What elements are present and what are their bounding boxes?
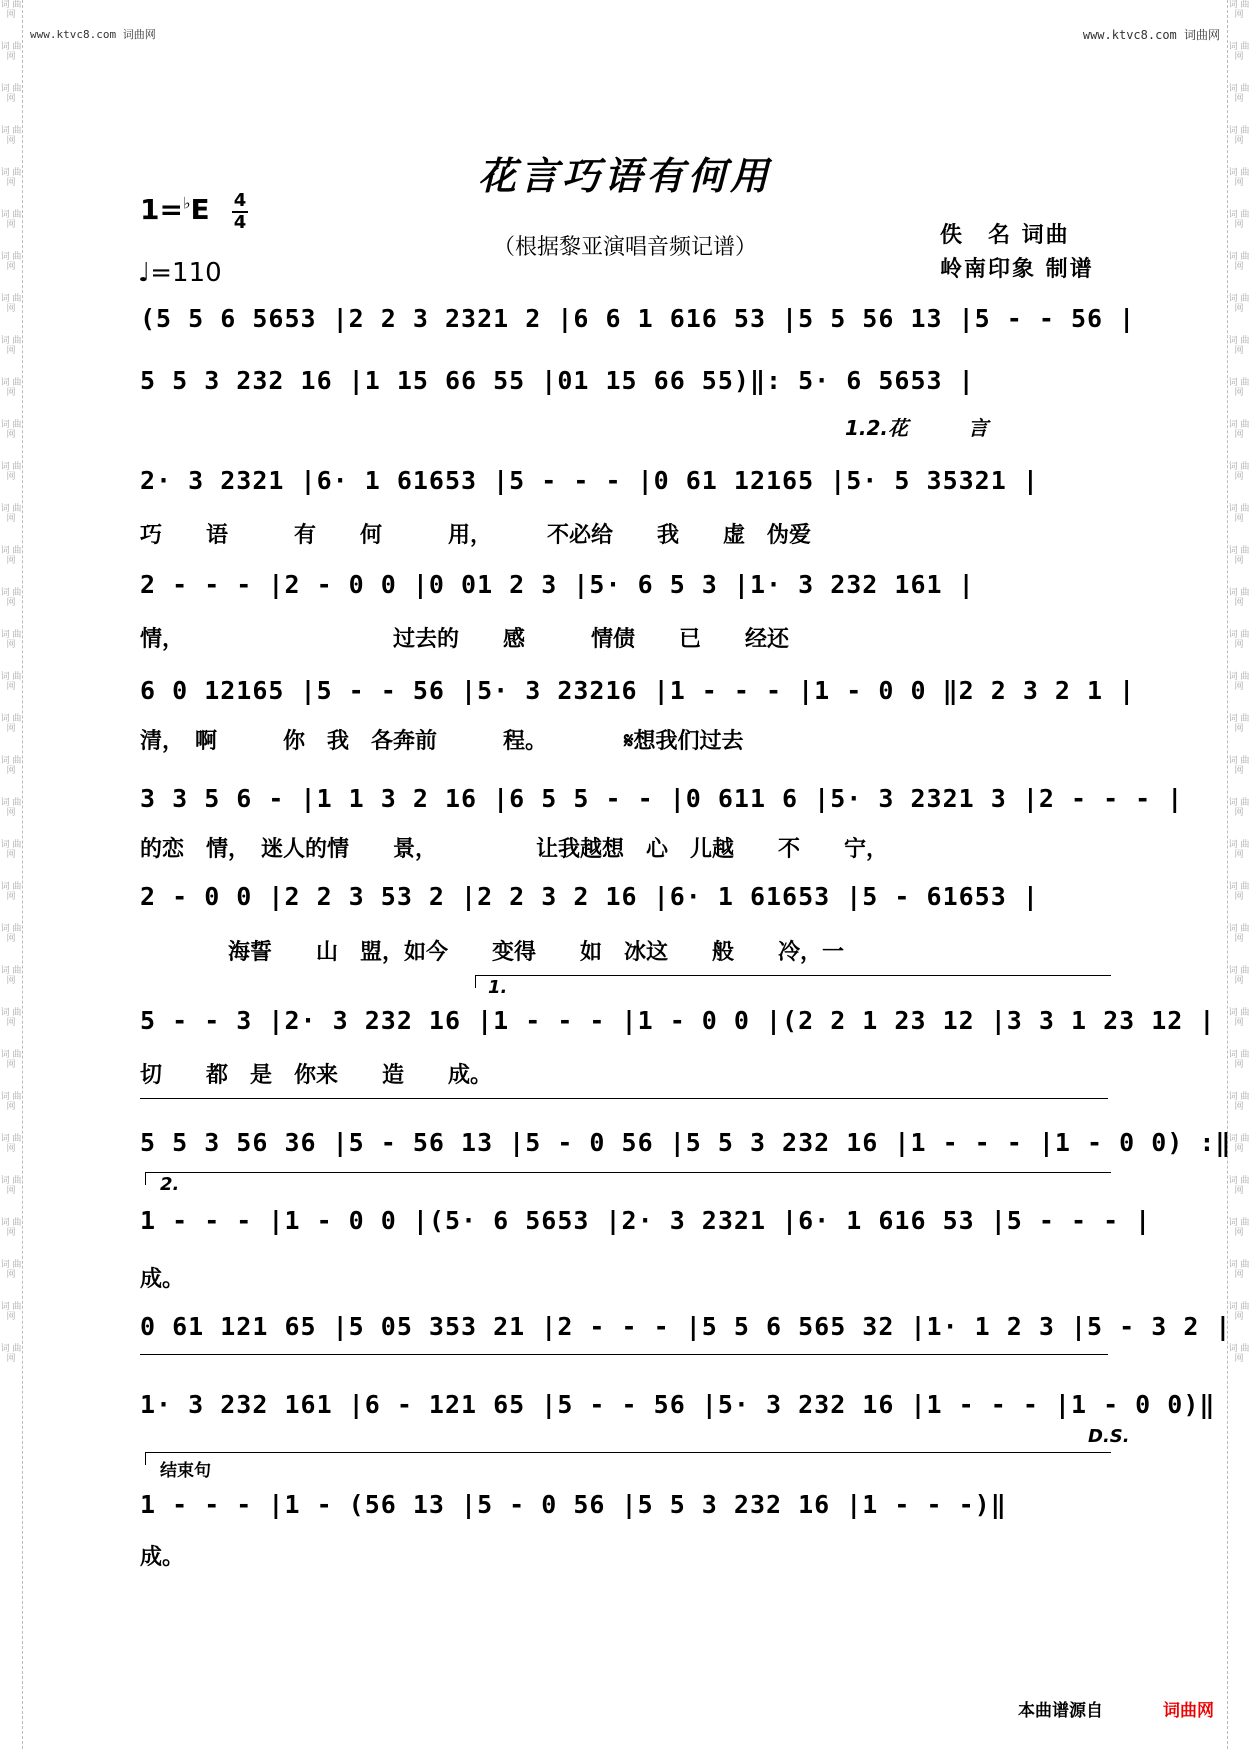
song-title: 花言巧语有何用 xyxy=(477,153,772,198)
watermark-mark: 词 曲 网 xyxy=(1228,1176,1250,1196)
notation-line-1: (5 5 6 5653 |2 2 3 2321 2 |6 6 1 616 53 |5 5 56 13 |5 - - 56 | xyxy=(140,304,1136,333)
watermark-mark: 词 曲 网 xyxy=(0,420,22,440)
watermark-mark: 词 曲 网 xyxy=(1228,126,1250,146)
watermark-mark: 词 曲 网 xyxy=(0,378,22,398)
watermark-mark: 词 曲 网 xyxy=(1228,210,1250,230)
watermark-mark: 词 曲 网 xyxy=(0,1008,22,1028)
watermark-mark: 词 曲 网 xyxy=(0,126,22,146)
watermark-mark: 词 曲 网 xyxy=(1228,546,1250,566)
watermark-mark: 词 曲 网 xyxy=(1228,336,1250,356)
watermark-mark: 词 曲 网 xyxy=(0,294,22,314)
watermark-mark: 词 曲 网 xyxy=(0,546,22,566)
watermark-mark: 词 曲 网 xyxy=(1228,168,1250,188)
key-accidental: ♭ xyxy=(182,193,191,213)
watermark-mark: 词 曲 网 xyxy=(0,588,22,608)
coda-bracket-line xyxy=(140,1354,1108,1355)
watermark-mark: 词 曲 网 xyxy=(0,210,22,230)
watermark-mark: 词 曲 网 xyxy=(1228,1260,1250,1280)
notation-line-8: 5 - - 3 |2· 3 232 16 |1 - - - |1 - 0 0 |(2 2 1 23 12 |3 3 1 23 12 | xyxy=(140,1006,1216,1035)
volta-bracket-1 xyxy=(475,975,1111,988)
right-margin-watermark xyxy=(1227,0,1250,1749)
watermark-mark: 词 曲 网 xyxy=(1228,924,1250,944)
watermark-mark: 词 曲 网 xyxy=(1228,0,1250,20)
lyric-line-2: 1.2.花 言 xyxy=(845,416,989,440)
watermark-mark: 词 曲 网 xyxy=(0,1260,22,1280)
notation-line-11: 0 61 121 65 |5 05 353 21 |2 - - - |5 5 6 565 32 |1· 1 2 3 |5 - 3 2 | xyxy=(140,1312,1232,1341)
watermark-mark: 词 曲 网 xyxy=(0,714,22,734)
song-subtitle: （根据黎亚演唱音频记谱） xyxy=(492,235,757,260)
watermark-mark: 词 曲 网 xyxy=(0,924,22,944)
watermark-mark: 词 曲 网 xyxy=(1228,420,1250,440)
header-left: www.ktvc8.com 词曲网 xyxy=(30,28,156,41)
lyric-line-7: 海誓 山 盟，如今 变得 如 冰这 般 冷，一 xyxy=(140,940,845,965)
watermark-mark: 词 曲 网 xyxy=(1228,504,1250,524)
watermark-mark: 词 曲 网 xyxy=(0,1092,22,1112)
watermark-mark: 词 曲 网 xyxy=(0,966,22,986)
watermark-mark: 词 曲 网 xyxy=(1228,462,1250,482)
volta-1-label: 1. xyxy=(488,977,508,998)
watermark-mark: 词 曲 网 xyxy=(1228,756,1250,776)
watermark-mark: 词 曲 网 xyxy=(1228,1218,1250,1238)
watermark-mark: 词 曲 网 xyxy=(1228,294,1250,314)
volta-bracket-2 xyxy=(145,1172,1111,1185)
watermark-mark: 词 曲 网 xyxy=(1228,882,1250,902)
watermark-mark: 词 曲 网 xyxy=(0,168,22,188)
notation-line-6: 3 3 5 6 - |1 1 3 2 16 |6 5 5 - - |0 611 6 |5· 3 2321 3 |2 - - - | xyxy=(140,784,1184,813)
notation-line-10: 1 - - - |1 - 0 0 |(5· 6 5653 |2· 3 2321 |6· 1 616 53 |5 - - - | xyxy=(140,1206,1152,1235)
ending-label: 结束句 xyxy=(160,1461,211,1481)
notation-line-4: 2 - - - |2 - 0 0 |0 01 2 3 |5· 6 5 3 |1· 3 232 161 | xyxy=(140,570,975,599)
ending-bracket xyxy=(145,1452,1111,1465)
footer-site-link[interactable]: 词曲网 xyxy=(1163,1701,1214,1721)
notation-line-9: 5 5 3 56 36 |5 - 56 13 |5 - 0 56 |5 5 3 232 16 |1 - - - |1 - 0 0) :‖ xyxy=(140,1128,1232,1157)
watermark-mark: 词 曲 网 xyxy=(1228,588,1250,608)
watermark-mark: 词 曲 网 xyxy=(0,462,22,482)
footer-source-text: 本曲谱源自 xyxy=(1018,1701,1103,1721)
watermark-mark: 词 曲 网 xyxy=(1228,1344,1250,1364)
watermark-mark: 词 曲 网 xyxy=(1228,252,1250,272)
watermark-mark: 词 曲 网 xyxy=(0,252,22,272)
notation-line-7: 2 - 0 0 |2 2 3 53 2 |2 2 3 2 16 |6· 1 61653 |5 - 61653 | xyxy=(140,882,1039,911)
watermark-mark: 词 曲 网 xyxy=(1228,840,1250,860)
watermark-mark: 词 曲 网 xyxy=(1228,378,1250,398)
header-right: www.ktvc8.com 词曲网 xyxy=(1082,28,1220,42)
watermark-mark: 词 曲 网 xyxy=(1228,1134,1250,1154)
notation-line-5: 6 0 12165 |5 - - 56 |5· 3 23216 |1 - - - |1 - 0 0 ‖2 2 3 2 1 | xyxy=(140,676,1136,705)
watermark-mark: 词 曲 网 xyxy=(0,882,22,902)
lyric-line-5: 清， 啊 你 我 各奔前 程。 𝄋想我们过去 xyxy=(140,729,744,754)
watermark-mark: 词 曲 网 xyxy=(1228,714,1250,734)
watermark-mark: 词 曲 网 xyxy=(0,1302,22,1322)
watermark-mark: 词 曲 网 xyxy=(1228,966,1250,986)
watermark-mark: 词 曲 网 xyxy=(1228,1302,1250,1322)
watermark-mark: 词 曲 网 xyxy=(0,630,22,650)
lyric-line-13: 成。 xyxy=(140,1545,185,1570)
notation-line-13: 1 - - - |1 - (56 13 |5 - 0 56 |5 5 3 232 16 |1 - - -)‖ xyxy=(140,1490,1007,1519)
watermark-mark: 词 曲 网 xyxy=(1228,1050,1250,1070)
notation-line-2: 5 5 3 232 16 |1 15 66 55 |01 15 66 55)‖: 5· 6 5653 | xyxy=(140,366,975,395)
watermark-mark: 词 曲 网 xyxy=(0,840,22,860)
tempo-mark: ♩=110 xyxy=(138,258,222,288)
watermark-mark: 词 曲 网 xyxy=(1228,1008,1250,1028)
watermark-mark: 词 曲 网 xyxy=(0,1050,22,1070)
key-signature xyxy=(140,193,210,226)
watermark-mark: 词 曲 网 xyxy=(0,0,22,20)
lyric-line-4: 情， 过去的 感 情债 已 经还 xyxy=(140,627,790,652)
watermark-mark: 词 曲 网 xyxy=(0,1176,22,1196)
watermark-mark: 词 曲 网 xyxy=(0,504,22,524)
watermark-mark: 词 曲 网 xyxy=(0,756,22,776)
key-prefix: 1= xyxy=(140,193,183,226)
watermark-mark: 词 曲 网 xyxy=(1228,1092,1250,1112)
credit-arranger: 岭南印象 制谱 xyxy=(940,257,1094,282)
watermark-mark: 词 曲 网 xyxy=(0,84,22,104)
notation-line-3: 2· 3 2321 |6· 1 61653 |5 - - - |0 61 12165 |5· 5 35321 | xyxy=(140,466,1039,495)
watermark-mark: 词 曲 网 xyxy=(0,1218,22,1238)
time-signature xyxy=(232,192,248,232)
time-sig-top: 4 xyxy=(233,190,247,211)
credit-composer: 佚 名 词曲 xyxy=(940,223,1070,248)
watermark-mark: 词 曲 网 xyxy=(0,42,22,62)
key-note: E xyxy=(190,193,210,226)
watermark-mark: 词 曲 网 xyxy=(0,1344,22,1364)
notation-line-12: 1· 3 232 161 |6 - 121 65 |5 - - 56 |5· 3 232 16 |1 - - - |1 - 0 0)‖ xyxy=(140,1390,1216,1419)
lyric-line-10: 成。 xyxy=(140,1267,185,1292)
watermark-mark: 词 曲 网 xyxy=(0,672,22,692)
watermark-mark: 词 曲 网 xyxy=(1228,798,1250,818)
lyric-line-3: 巧 语 有 何 用， 不必给 我 虚 伪爱 xyxy=(140,523,812,548)
watermark-mark: 词 曲 网 xyxy=(0,798,22,818)
volta-2-label: 2. xyxy=(160,1174,180,1195)
watermark-mark: 词 曲 网 xyxy=(1228,42,1250,62)
lyric-line-6: 的恋 情， 迷人的情 景， 让我越想 心 儿越 不 宁， xyxy=(140,837,889,862)
time-sig-bottom: 4 xyxy=(233,212,247,233)
lyric-line-8: 切 都 是 你来 造 成。 xyxy=(140,1063,493,1088)
ds-marking: D.S. xyxy=(1088,1426,1130,1447)
repeat-bracket-line xyxy=(140,1098,1108,1099)
watermark-mark: 词 曲 网 xyxy=(0,336,22,356)
watermark-mark: 词 曲 网 xyxy=(1228,672,1250,692)
watermark-mark: 词 曲 网 xyxy=(1228,84,1250,104)
watermark-mark: 词 曲 网 xyxy=(0,1134,22,1154)
left-margin-watermark xyxy=(0,0,23,1749)
watermark-mark: 词 曲 网 xyxy=(1228,630,1250,650)
